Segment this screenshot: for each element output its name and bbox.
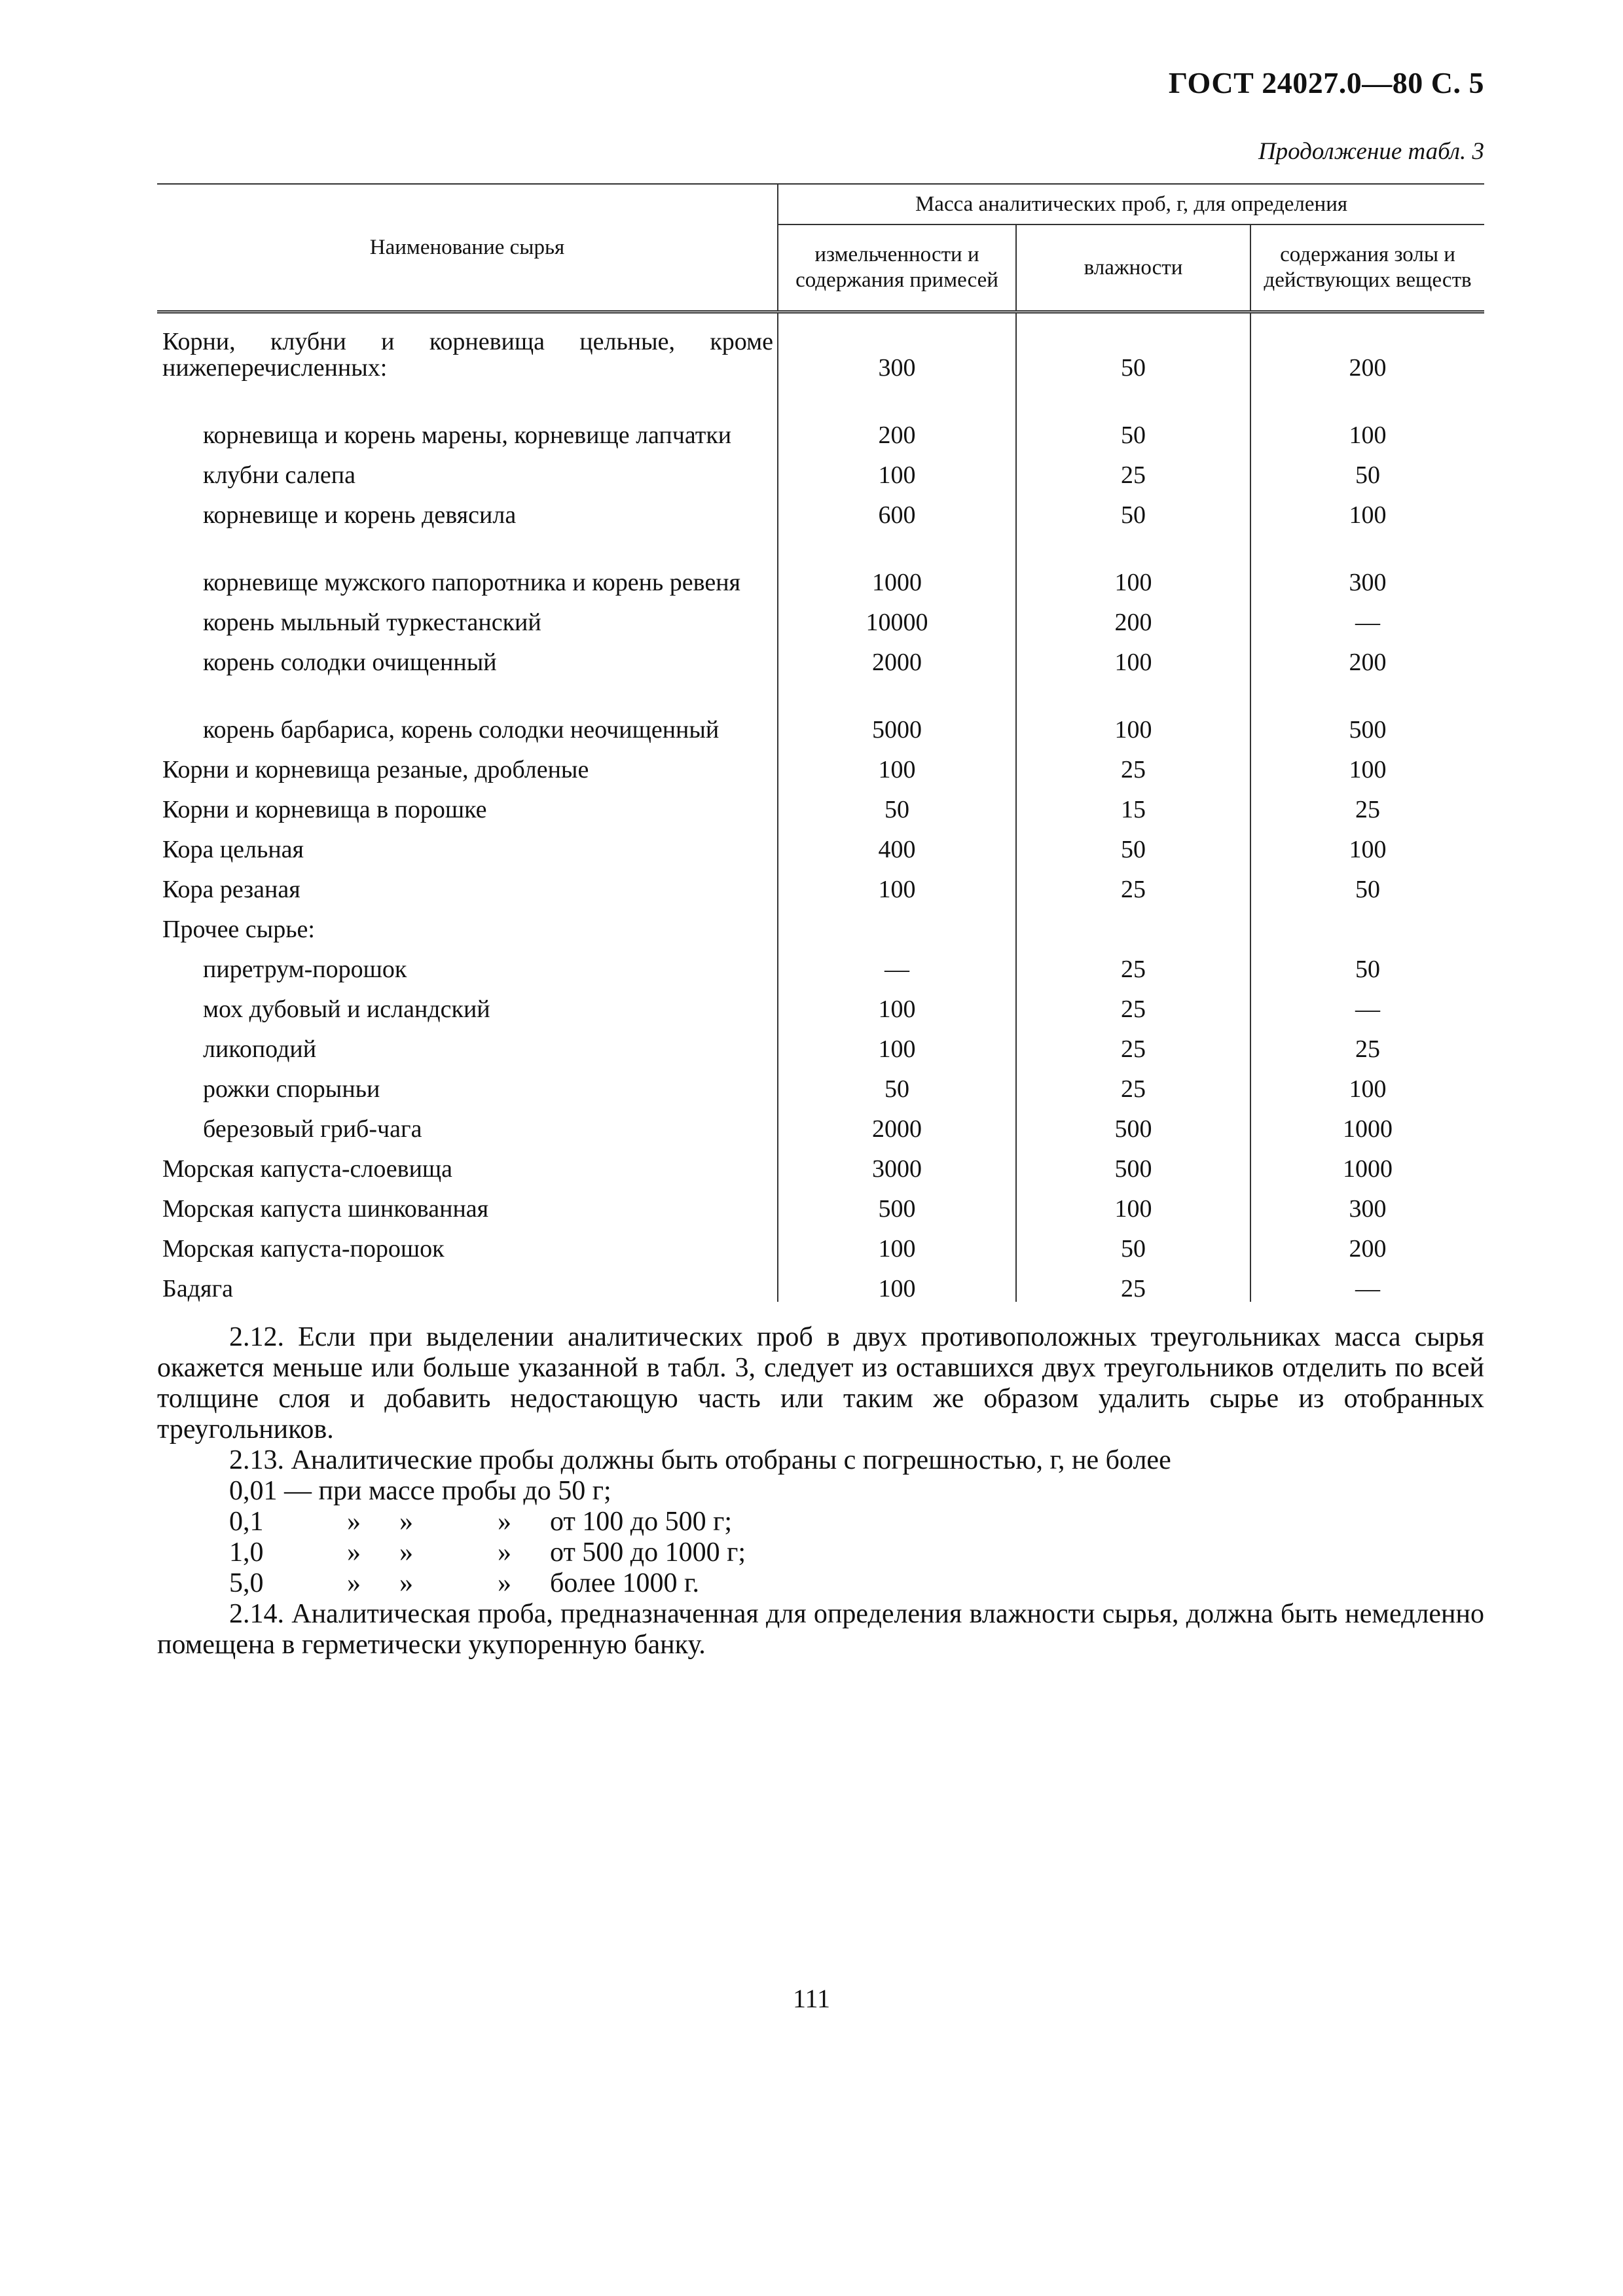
cell-mass-grinding-impurities: 300 — [778, 312, 1016, 382]
cell-mass-moisture: 500 — [1016, 1142, 1250, 1182]
cell-mass-moisture: 50 — [1016, 1222, 1250, 1262]
cell-mass-grinding-impurities — [778, 903, 1016, 942]
tolerance-value: 5,0 — [229, 1568, 264, 1598]
cell-mass-grinding-impurities: 1000 — [778, 528, 1016, 596]
cell-mass-moisture: 50 — [1016, 381, 1250, 448]
table-row — [157, 863, 1484, 903]
cell-mass-moisture: 50 — [1016, 312, 1250, 382]
cell-mass-grinding-impurities: 50 — [778, 783, 1016, 823]
cell-mass-ash-active-substances: 1000 — [1250, 1142, 1484, 1182]
cell-mass-grinding-impurities: 2000 — [778, 1102, 1016, 1142]
table-row — [157, 1182, 1484, 1222]
table-row — [157, 448, 1484, 488]
cell-mass-moisture: 25 — [1016, 982, 1250, 1022]
tolerance-range: от 100 до 500 г; — [550, 1507, 733, 1537]
cell-mass-grinding-impurities: 3000 — [778, 1142, 1016, 1182]
column-header-raw-material: Наименование сырья — [157, 184, 778, 312]
column-header-grinding-impurities: измельченности и содержания примесей — [778, 224, 1016, 312]
table-header — [157, 184, 1484, 312]
cell-mass-grinding-impurities: 100 — [778, 863, 1016, 903]
table-row — [157, 823, 1484, 863]
cell-mass-ash-active-substances: 1000 — [1250, 1102, 1484, 1142]
cell-raw-material-name: Корни и корневища резаные, дробленые — [162, 756, 589, 783]
cell-mass-ash-active-substances: 50 — [1250, 448, 1484, 488]
cell-raw-material-name: Кора резаная — [162, 876, 301, 903]
table-row — [157, 783, 1484, 823]
cell-mass-grinding-impurities: 500 — [778, 1182, 1016, 1222]
table-body — [157, 312, 1484, 1302]
cell-raw-material-name: мох дубовый и исландский — [203, 996, 490, 1023]
table-row — [157, 982, 1484, 1022]
cell-mass-grinding-impurities: 10000 — [778, 596, 1016, 636]
cell-mass-grinding-impurities: 5000 — [778, 675, 1016, 743]
cell-raw-material-name: корень барбариса, корень солодки неочищенный — [203, 716, 720, 744]
tolerance-list — [157, 1507, 1484, 1599]
cell-mass-ash-active-substances: 100 — [1250, 488, 1484, 528]
table-row — [157, 942, 1484, 982]
cell-mass-grinding-impurities: 2000 — [778, 636, 1016, 675]
table-row — [157, 381, 1484, 448]
table-row — [157, 1142, 1484, 1182]
cell-mass-moisture: 50 — [1016, 823, 1250, 863]
cell-raw-material-name: ликоподий — [203, 1035, 317, 1063]
cell-mass-ash-active-substances: 200 — [1250, 312, 1484, 382]
table-row — [157, 1062, 1484, 1102]
cell-mass-grinding-impurities: 100 — [778, 743, 1016, 783]
cell-mass-ash-active-substances: 100 — [1250, 823, 1484, 863]
cell-mass-moisture: 25 — [1016, 1022, 1250, 1062]
cell-mass-moisture: 25 — [1016, 743, 1250, 783]
sample-mass-table — [157, 183, 1484, 1302]
ditto-mark: » — [347, 1537, 361, 1568]
paragraph-2-12: 2.12. Если при выделении аналитических проб в двух противоположных треугольниках масса сырья окажется меньше или больше указанной в табл. 3, следует из оставшихся двух треугольников отделить по всей толщине слоя и добавить недостающую часть или таким же образом удалить сырье из отобранных треугольников. — [157, 1322, 1484, 1444]
ditto-mark: » — [347, 1507, 361, 1537]
page-number: 111 — [792, 1984, 831, 2013]
ditto-mark: » — [498, 1537, 511, 1568]
tolerance-value: 1,0 — [229, 1537, 264, 1568]
tolerance-line — [157, 1568, 1484, 1599]
cell-raw-material-name: Морская капуста шинкованная — [162, 1195, 489, 1223]
ditto-mark: » — [347, 1568, 361, 1598]
body-text — [157, 1322, 1484, 1660]
table-row — [157, 1022, 1484, 1062]
table-row — [157, 488, 1484, 528]
cell-mass-moisture: 25 — [1016, 448, 1250, 488]
document-code: ГОСТ 24027.0—80 С. 5 — [1168, 66, 1484, 99]
cell-mass-moisture: 100 — [1016, 636, 1250, 675]
cell-mass-ash-active-substances: 300 — [1250, 1182, 1484, 1222]
column-group-header-sample-mass: Масса аналитических проб, г, для определения — [778, 184, 1484, 224]
table-row — [157, 675, 1484, 743]
cell-mass-ash-active-substances: — — [1250, 596, 1484, 636]
cell-raw-material-name: Морская капуста-слоевища — [162, 1155, 453, 1183]
cell-mass-ash-active-substances: 200 — [1250, 636, 1484, 675]
cell-mass-ash-active-substances: 500 — [1250, 675, 1484, 743]
cell-mass-moisture: 25 — [1016, 1262, 1250, 1302]
cell-mass-moisture: 15 — [1016, 783, 1250, 823]
cell-raw-material-name: Морская капуста-порошок — [162, 1235, 445, 1263]
cell-mass-moisture: 100 — [1016, 1182, 1250, 1222]
tolerance-line — [157, 1507, 1484, 1537]
table-row — [157, 1262, 1484, 1302]
cell-mass-moisture: 25 — [1016, 942, 1250, 982]
cell-raw-material-name: корневища и корень марены, корневище лапчатки — [203, 422, 732, 449]
cell-raw-material-name: березовый гриб-чага — [203, 1115, 422, 1143]
cell-mass-moisture: 25 — [1016, 863, 1250, 903]
table-row — [157, 1102, 1484, 1142]
paragraph-2-14: 2.14. Аналитическая проба, предназначенная для определения влажности сырья, должна быть немедленно помещена в герметически укупоренную банку. — [157, 1599, 1484, 1660]
tolerance-range: более 1000 г. — [550, 1568, 700, 1598]
cell-mass-ash-active-substances — [1250, 903, 1484, 942]
cell-raw-material-name: корневище мужского папоротника и корень ревеня — [203, 569, 741, 596]
cell-mass-grinding-impurities: — — [778, 942, 1016, 982]
table-row — [157, 312, 1484, 382]
cell-raw-material-name: Бадяга — [162, 1275, 233, 1302]
sample-mass-table-container — [157, 183, 1484, 1302]
table-row — [157, 743, 1484, 783]
cell-mass-moisture: 25 — [1016, 1062, 1250, 1102]
cell-mass-ash-active-substances: 300 — [1250, 528, 1484, 596]
cell-raw-material-name: пиретрум-порошок — [203, 956, 407, 983]
cell-raw-material-name: корневище и корень девясила — [203, 501, 517, 529]
cell-raw-material-name: Корни и корневища в порошке — [162, 796, 487, 823]
cell-mass-ash-active-substances: 100 — [1250, 1062, 1484, 1102]
table-row — [157, 903, 1484, 942]
cell-mass-grinding-impurities: 400 — [778, 823, 1016, 863]
ditto-mark: » — [498, 1507, 511, 1537]
cell-mass-ash-active-substances: 100 — [1250, 743, 1484, 783]
cell-mass-ash-active-substances: 200 — [1250, 1222, 1484, 1262]
cell-mass-ash-active-substances: 25 — [1250, 1022, 1484, 1062]
cell-mass-ash-active-substances: — — [1250, 1262, 1484, 1302]
cell-raw-material-name: Корни, клубни и корневища цельные, кроме нижеперечисленных: — [162, 328, 773, 382]
cell-mass-ash-active-substances: 50 — [1250, 863, 1484, 903]
column-header-moisture: влажности — [1016, 224, 1250, 312]
cell-mass-ash-active-substances: 100 — [1250, 381, 1484, 448]
ditto-mark: » — [399, 1568, 413, 1598]
cell-mass-moisture: 50 — [1016, 488, 1250, 528]
ditto-mark: » — [399, 1537, 413, 1568]
table-row — [157, 596, 1484, 636]
tolerance-line — [157, 1537, 1484, 1568]
cell-mass-grinding-impurities: 100 — [778, 448, 1016, 488]
paragraph-2-13: 2.13. Аналитические пробы должны быть отобраны с погрешностью, г, не более — [229, 1445, 1171, 1475]
cell-mass-ash-active-substances: 50 — [1250, 942, 1484, 982]
tolerance-value: 0,1 — [229, 1507, 264, 1537]
cell-mass-grinding-impurities: 50 — [778, 1062, 1016, 1102]
tolerance-line-first: 0,01 — при массе пробы до 50 г; — [229, 1476, 611, 1506]
cell-mass-grinding-impurities: 100 — [778, 1262, 1016, 1302]
table-row — [157, 1222, 1484, 1262]
cell-raw-material-name: Прочее сырье: — [162, 916, 315, 943]
cell-raw-material-name: корень мыльный туркестанский — [203, 609, 541, 636]
cell-mass-moisture: 100 — [1016, 675, 1250, 743]
cell-raw-material-name: корень солодки очищенный — [203, 649, 497, 676]
cell-mass-ash-active-substances: 25 — [1250, 783, 1484, 823]
table-row — [157, 528, 1484, 596]
cell-mass-moisture: 100 — [1016, 528, 1250, 596]
cell-mass-moisture: 500 — [1016, 1102, 1250, 1142]
cell-mass-moisture — [1016, 903, 1250, 942]
cell-raw-material-name: клубни салепа — [203, 461, 356, 489]
table-row — [157, 636, 1484, 675]
cell-mass-grinding-impurities: 200 — [778, 381, 1016, 448]
ditto-mark: » — [399, 1507, 413, 1537]
cell-raw-material-name: Кора цельная — [162, 836, 304, 863]
cell-mass-ash-active-substances: — — [1250, 982, 1484, 1022]
cell-mass-grinding-impurities: 100 — [778, 982, 1016, 1022]
cell-raw-material-name: рожки спорыньи — [203, 1075, 380, 1103]
ditto-mark: » — [498, 1568, 511, 1598]
tolerance-range: от 500 до 1000 г; — [550, 1537, 746, 1568]
column-header-ash-active-substances: содержания золы и действующих веществ — [1250, 224, 1484, 312]
cell-mass-moisture: 200 — [1016, 596, 1250, 636]
table-continuation-label: Продолжение табл. 3 — [1258, 138, 1484, 165]
cell-mass-grinding-impurities: 100 — [778, 1222, 1016, 1262]
cell-mass-grinding-impurities: 600 — [778, 488, 1016, 528]
cell-mass-grinding-impurities: 100 — [778, 1022, 1016, 1062]
